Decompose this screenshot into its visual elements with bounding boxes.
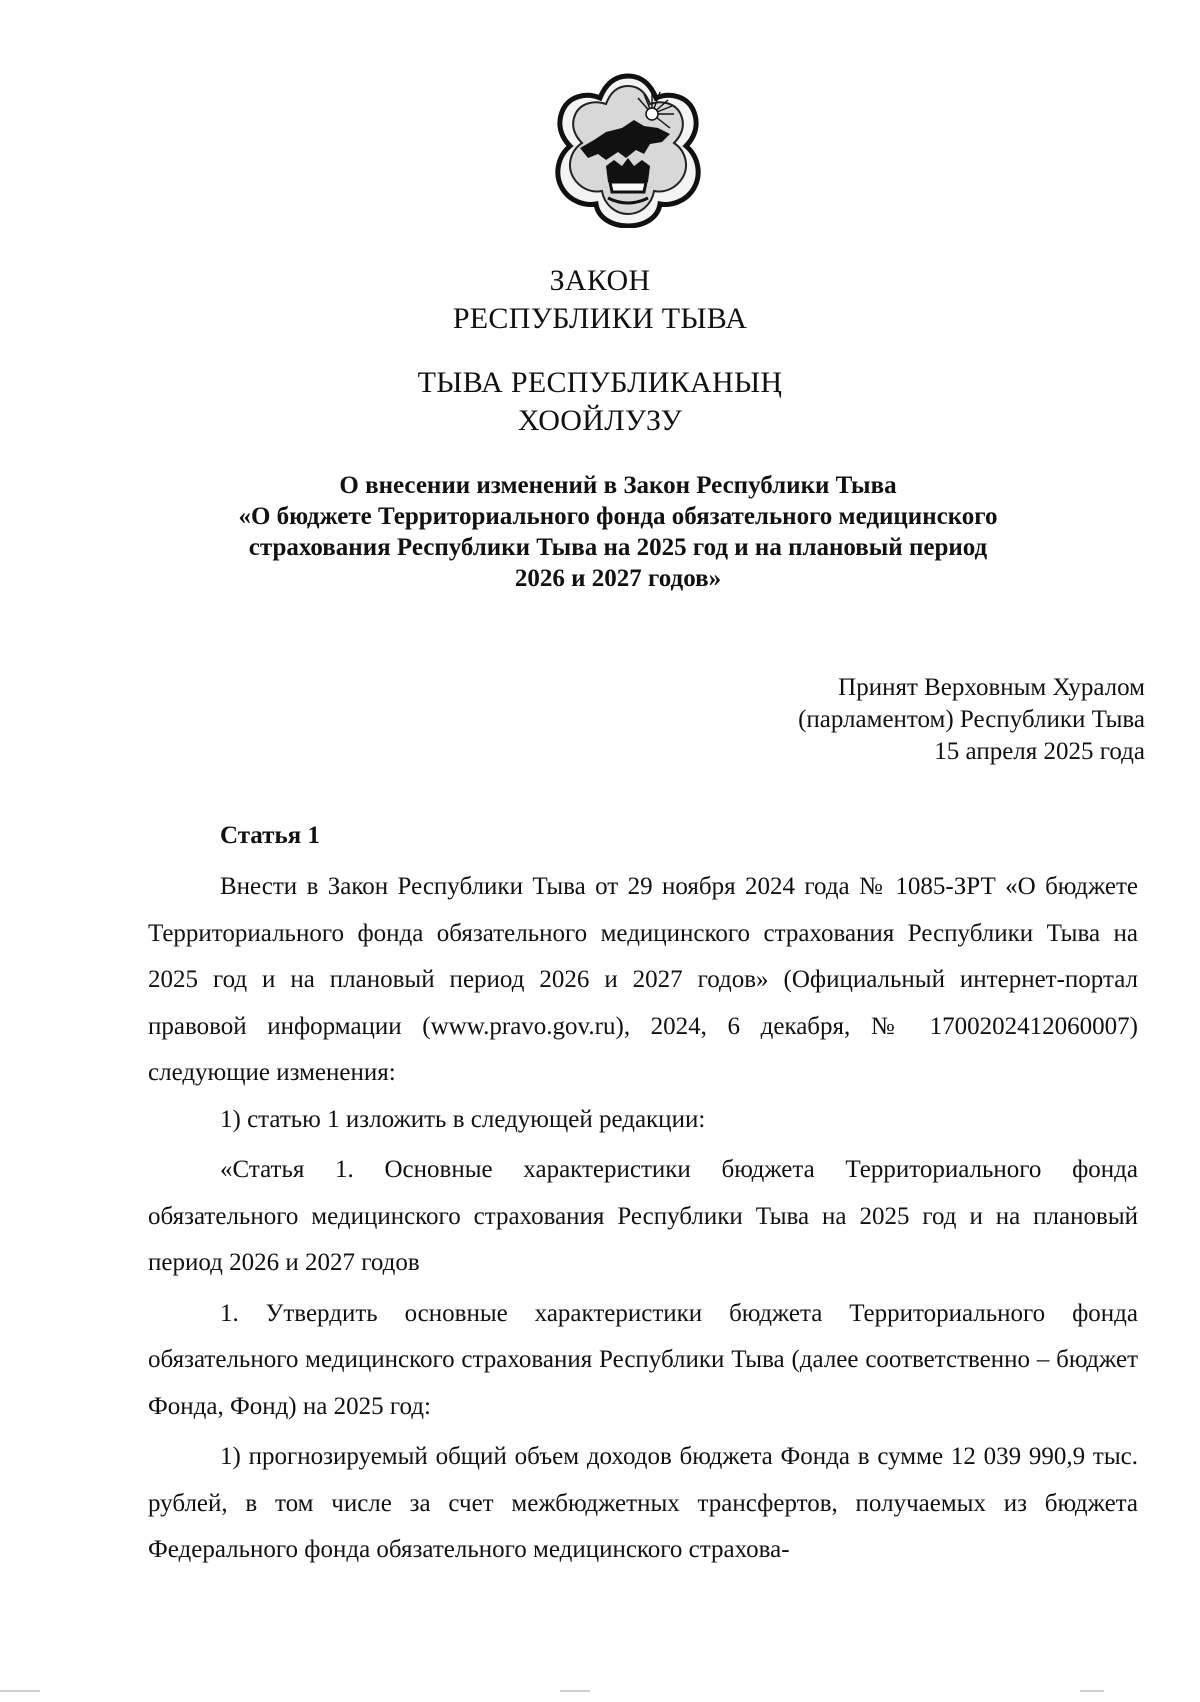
article-body (148, 864, 1138, 1574)
law-title-tuvan (0, 364, 1200, 440)
law-subject-line: «О бюджете Территориального фонда обязательного медицинского (238, 503, 998, 530)
law-subject (150, 470, 1086, 594)
law-title (0, 262, 1200, 338)
adoption-date: 15 апреля 2025 года (934, 738, 1145, 765)
law-title-line: ЗАКОН (549, 264, 651, 297)
article-paragraph: 1) статью 1 изложить в следующей редакции: (220, 1105, 706, 1133)
law-title-tuvan-line: ХООЙЛУЗУ (517, 404, 683, 437)
law-subject-line: страхования Республики Тыва на 2025 год и на плановый период (248, 534, 988, 561)
adoption-note-line: Принят Верховным Хуралом (838, 674, 1145, 701)
scan-edge-mark (560, 1690, 590, 1692)
law-title-line: РЕСПУБЛИКИ ТЫВА (452, 302, 748, 335)
scan-edge-mark (0, 1690, 40, 1692)
law-title-tuvan-line: ТЫВА РЕСПУБЛИКАНЫҢ (417, 366, 783, 399)
article-heading: Статья 1 (220, 822, 320, 849)
article-paragraph: «Статья 1. Основные характеристики бюджета Территориального фонда обязательного медицинского страхования Республики Тыва на 2025 год и на плановый период 2026 и 2027 годов (148, 1156, 1138, 1276)
article-paragraph: 1. Утвердить основные характеристики бюджета Территориального фонда обязательного медицинского страхования Республики Тыва (далее соответственно – бюджет Фонда, Фонд) на 2025 год: (148, 1299, 1138, 1420)
adoption-note (545, 672, 1145, 768)
adoption-note-line: (парламентом) Республики Тыва (798, 706, 1145, 733)
article-paragraph: Внести в Закон Республики Тыва от 29 ноября 2024 года № 1085-ЗРТ «О бюджете Территориального фонда обязательного медицинского страхования Республики Тыва на 2025 год и на плановый период 2026 и 2027 годов» (Официальный интернет-портал правовой информации (www.pravo.gov.ru), 2024, 6 декабря, № 1700202412060007) следующие изменения: (148, 873, 1138, 1086)
article-paragraph: 1) прогнозируемый общий объем доходов бюджета Фонда в сумме 12 039 990,9 тыс. рублей, в том числе за счет межбюджетных трансфертов, получаемых из бюджета Федерального фонда обязательного медицинского страхова- (148, 1443, 1138, 1563)
scan-edge-mark (1080, 1690, 1104, 1692)
law-subject-line: О внесении изменений в Закон Республики Тыва (339, 472, 897, 499)
coat-of-arms-emblem (548, 70, 708, 228)
law-subject-line: 2026 и 2027 годов» (514, 565, 722, 592)
